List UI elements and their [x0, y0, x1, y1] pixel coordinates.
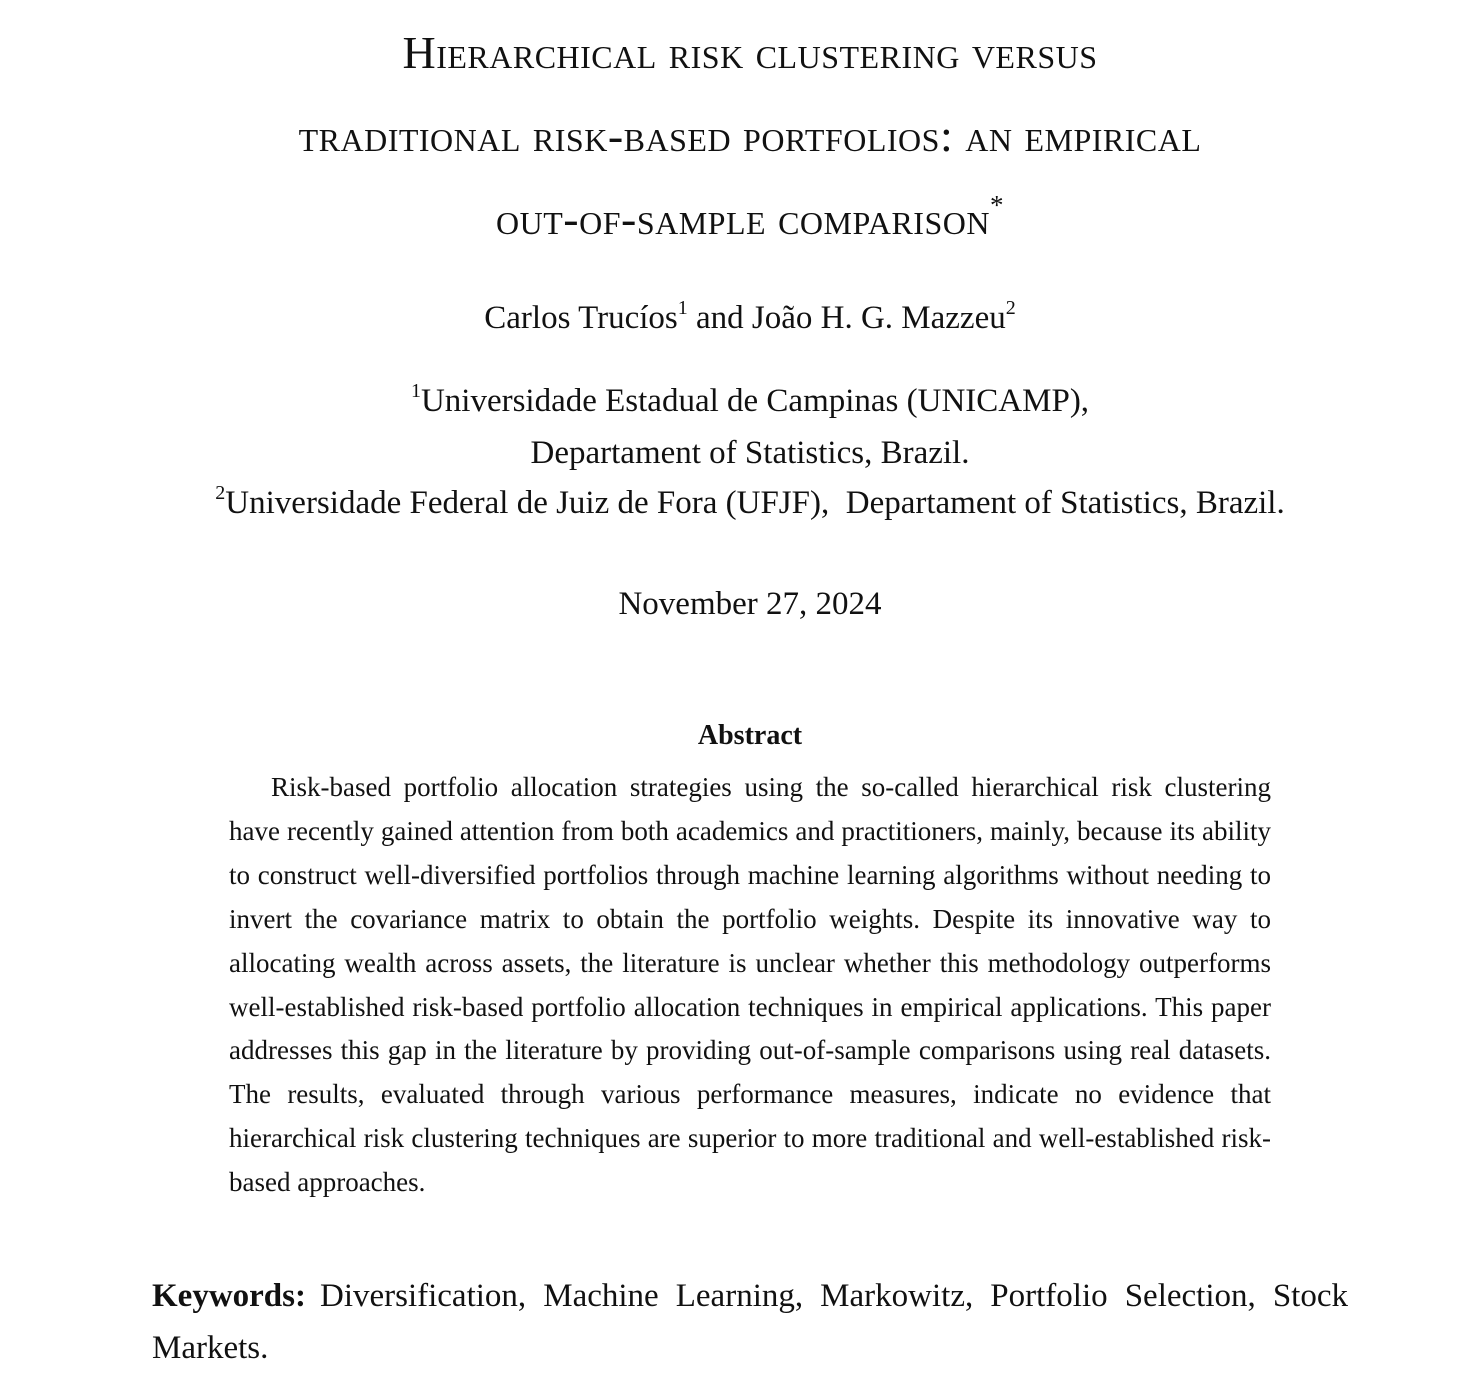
keywords-label: Keywords: [152, 1278, 306, 1314]
affiliation-mark: 1 [410, 380, 421, 402]
paper-title-line-3 [120, 190, 1380, 244]
abstract-text: Risk-based portfolio allocation strategies using the so-called hierarchical risk clustering have recently gained attention from both academics and practitioners, mainly, because its ability to construct well-diversified portfolios through machine learning algorithms without needing to invert the covariance matrix to obtain the portfolio weights. Despite its innovative way to allocating wealth across assets, the literature is unclear whether this methodology outperforms well-established risk-based portfolio allocation techniques in empirical applications. This paper addresses this gap in the literature by providing out-of-sample comparisons using real datasets. The results, evaluated through various performance measures, indicate no evidence that hierarchical risk clustering techniques are superior to more traditional and well-established risk-based approaches. [229, 772, 1271, 1198]
affiliation-mark[interactable]: 1 [677, 297, 688, 319]
title-footnote-mark[interactable]: * [989, 190, 1004, 220]
abstract-heading: Abstract [697, 720, 803, 751]
author-name: Carlos Trucíos [484, 300, 678, 336]
affiliation-2 [120, 482, 1380, 521]
keywords-text: Diversification, Machine Learning, Markowitz, Portfolio Selection, Stock Markets. [152, 1278, 1348, 1366]
paper-title-text: out-of-sample comparison [496, 193, 990, 244]
paper-title-line-2 [120, 110, 1380, 161]
affiliation-mark: 2 [215, 482, 226, 504]
affiliation-text: Universidade Estadual de Campinas (UNICAMP), [420, 383, 1090, 419]
author-name: João H. G. Mazzeu [751, 300, 1006, 336]
paper-title-text: traditional risk-based portfolios: an empirical [298, 110, 1202, 161]
author-list [120, 297, 1380, 336]
affiliation-text: Departament of Statistics, Brazil. [530, 435, 970, 471]
affiliation-mark[interactable]: 2 [1005, 297, 1016, 319]
date-text: November 27, 2024 [618, 586, 882, 622]
affiliation-1-line-2 [120, 437, 1380, 470]
affiliation-text: Universidade Federal de Juiz de Fora (UFJF), Departament of Statistics, Brazil. [225, 485, 1285, 521]
paper-title-line-1 [120, 27, 1380, 78]
paper-title-text: Hierarchical risk clustering versus [402, 27, 1098, 78]
author-conjunction: and [695, 300, 744, 336]
keywords [152, 1270, 1348, 1374]
affiliation-1-line-1 [120, 380, 1380, 419]
publication-date [120, 588, 1380, 621]
